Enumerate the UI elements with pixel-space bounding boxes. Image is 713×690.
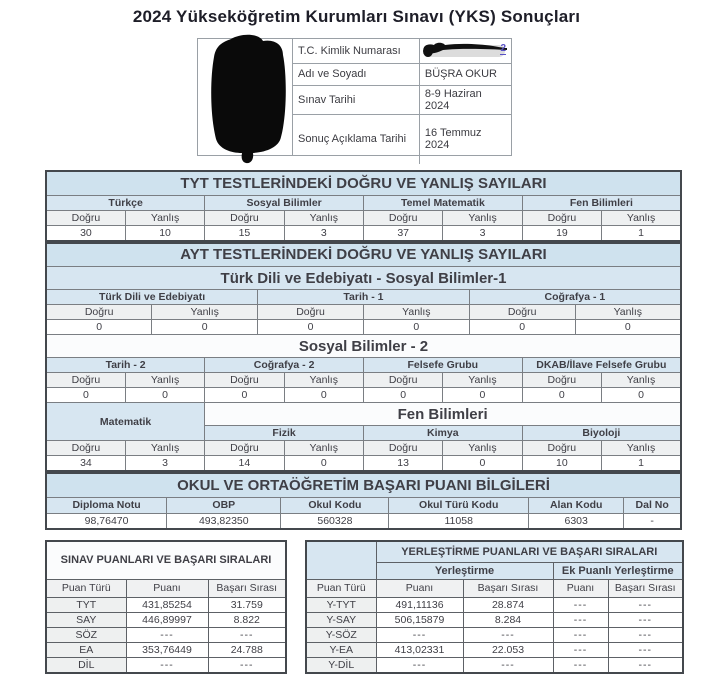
id-label-name: Adı ve Soyadı — [293, 63, 419, 85]
value-cell: 0 — [125, 388, 204, 403]
score-type-cell: TYT — [46, 597, 126, 612]
column-header: Puan Türü — [306, 579, 376, 597]
ayt-fen-title: Fen Bilimleri — [205, 403, 681, 426]
column-header: Başarı Sırası — [463, 579, 553, 597]
table-row — [46, 358, 681, 373]
value-cell: 0 — [46, 320, 152, 335]
value-cell: --- — [608, 597, 683, 612]
table-row — [46, 388, 681, 403]
candidate-photo-cell — [198, 39, 293, 155]
score-type-cell: Y-SAY — [306, 612, 376, 627]
value-cell: --- — [208, 627, 286, 642]
value-cell: 3 — [125, 456, 204, 472]
school-points-table — [45, 472, 682, 530]
table-row — [293, 114, 511, 164]
photo-redaction-blob — [201, 31, 293, 167]
subject-header: Tarih - 1 — [258, 290, 470, 305]
table-row — [306, 642, 683, 657]
value-cell: 6303 — [529, 513, 624, 529]
value-cell: 10 — [522, 456, 601, 472]
value-cell: 19 — [522, 225, 601, 241]
column-header: Diploma Notu — [46, 497, 167, 513]
table-row — [46, 441, 681, 456]
value-cell: --- — [553, 612, 608, 627]
wrong-header: Yanlış — [125, 441, 204, 456]
value-cell: 15 — [205, 225, 284, 241]
table-row — [306, 627, 683, 642]
subject-header: Fen Bilimleri — [522, 195, 681, 210]
table-row — [293, 85, 511, 114]
page-title: 2024 Yükseköğretim Kurumları Sınavı (YKS) Sonuçları — [132, 7, 581, 26]
correct-header: Doğru — [522, 373, 601, 388]
table-row — [46, 225, 681, 241]
value-cell: 446,89997 — [126, 612, 208, 627]
value-cell: 353,76449 — [126, 642, 208, 657]
scores-section — [45, 540, 713, 674]
table-row — [46, 627, 286, 642]
correct-header: Doğru — [363, 373, 442, 388]
table-row — [46, 195, 681, 210]
column-header: Başarı Sırası — [208, 579, 286, 597]
table-row — [46, 267, 681, 290]
table-row — [46, 642, 286, 657]
score-type-cell: SÖZ — [46, 627, 126, 642]
id-value-exam-date: 8-9 Haziran 2024 — [419, 85, 511, 114]
table-row — [293, 39, 511, 63]
id-label-tckn: T.C. Kimlik Numarası — [293, 39, 419, 63]
exam-scores-table — [45, 540, 287, 674]
placement-scores-table — [305, 540, 684, 674]
value-cell: --- — [608, 657, 683, 673]
column-header: Puanı — [126, 579, 208, 597]
column-header: Okul Kodu — [281, 497, 389, 513]
score-type-cell: EA — [46, 642, 126, 657]
wrong-header: Yanlış — [602, 210, 681, 225]
wrong-header: Yanlış — [284, 373, 363, 388]
table-row — [46, 597, 286, 612]
value-cell: 8.822 — [208, 612, 286, 627]
value-cell: 11058 — [389, 513, 529, 529]
table-row — [46, 171, 681, 195]
scribble-icon — [421, 42, 513, 60]
placement-group-header: Yerleştirme — [376, 562, 553, 579]
value-cell: --- — [463, 627, 553, 642]
subject-header: Biyoloji — [522, 426, 681, 441]
wrong-header: Yanlış — [125, 210, 204, 225]
table-row — [46, 305, 681, 320]
value-cell: --- — [463, 657, 553, 673]
column-header: Puanı — [376, 579, 463, 597]
value-cell: 0 — [258, 320, 364, 335]
wrong-header: Yanlış — [125, 373, 204, 388]
score-type-cell: Y-EA — [306, 642, 376, 657]
value-cell: --- — [126, 657, 208, 673]
table-row — [46, 579, 286, 597]
score-type-cell: Y-SÖZ — [306, 627, 376, 642]
value-cell: 560328 — [281, 513, 389, 529]
value-cell: 13 — [363, 456, 442, 472]
table-row — [306, 612, 683, 627]
table-row — [46, 657, 286, 673]
table-row — [46, 456, 681, 472]
value-cell: 413,02331 — [376, 642, 463, 657]
extra-placement-group-header: Ek Puanlı Yerleştirme — [553, 562, 683, 579]
value-cell: 0 — [363, 388, 442, 403]
column-header: Alan Kodu — [529, 497, 624, 513]
wrong-header: Yanlış — [443, 441, 522, 456]
value-cell: --- — [608, 612, 683, 627]
value-cell: 0 — [284, 456, 363, 472]
value-cell: 14 — [205, 456, 284, 472]
value-cell: 8.284 — [463, 612, 553, 627]
corner-cell — [306, 541, 376, 579]
table-row — [46, 290, 681, 305]
wrong-header: Yanlış — [284, 441, 363, 456]
column-header: Dal No — [624, 497, 681, 513]
subject-header: Tarih - 2 — [46, 358, 205, 373]
ayt-table-title: AYT TESTLERİNDEKİ DOĞRU VE YANLIŞ SAYILARI — [46, 243, 681, 267]
subject-header: Temel Matematik — [364, 195, 523, 210]
correct-header: Doğru — [522, 441, 601, 456]
column-header: Başarı Sırası — [608, 579, 683, 597]
subject-header: Felsefe Grubu — [363, 358, 522, 373]
value-cell: 431,85254 — [126, 597, 208, 612]
value-cell: 28.874 — [463, 597, 553, 612]
column-header: Puanı — [553, 579, 608, 597]
value-cell: 3 — [443, 225, 522, 241]
wrong-header: Yanlış — [602, 373, 681, 388]
score-type-cell: SAY — [46, 612, 126, 627]
column-header: Puan Türü — [46, 579, 126, 597]
value-cell: 37 — [364, 225, 443, 241]
value-cell: --- — [553, 642, 608, 657]
subject-header: Coğrafya - 2 — [205, 358, 364, 373]
value-cell: 0 — [152, 320, 258, 335]
value-cell: --- — [553, 627, 608, 642]
column-header: Okul Türü Kodu — [389, 497, 529, 513]
subject-header: Fizik — [205, 426, 364, 441]
value-cell: 31.759 — [208, 597, 286, 612]
correct-header: Doğru — [522, 210, 601, 225]
value-cell: --- — [376, 627, 463, 642]
value-cell: - — [624, 513, 681, 529]
table-row — [46, 210, 681, 225]
correct-header: Doğru — [363, 441, 442, 456]
subject-header: Türk Dili ve Edebiyatı — [46, 290, 258, 305]
school-table-title: OKUL VE ORTAÖĞRETİM BAŞARI PUANI BİLGİLERİ — [46, 473, 681, 497]
value-cell: --- — [376, 657, 463, 673]
table-row — [46, 243, 681, 267]
value-cell: --- — [608, 642, 683, 657]
column-header: OBP — [167, 497, 281, 513]
ayt-results-table — [45, 242, 682, 473]
value-cell: 98,76470 — [46, 513, 167, 529]
value-cell: 493,82350 — [167, 513, 281, 529]
table-row — [293, 63, 511, 85]
table-row — [46, 612, 286, 627]
placement-table-title: YERLEŞTİRME PUANLARI VE BAŞARI SIRALARI — [376, 541, 683, 562]
wrong-header: Yanlış — [443, 210, 522, 225]
value-cell: 0 — [205, 388, 284, 403]
id-label-exam-date: Sınav Tarihi — [293, 85, 419, 114]
value-cell: 30 — [46, 225, 125, 241]
value-cell: 3 — [284, 225, 363, 241]
value-cell: 1 — [602, 225, 681, 241]
table-row — [46, 403, 681, 426]
score-type-cell: Y-DİL — [306, 657, 376, 673]
correct-header: Doğru — [469, 305, 575, 320]
id-label-result-date: Sonuç Açıklama Tarihi — [298, 133, 407, 146]
id-value-name: BÜŞRA OKUR — [419, 63, 511, 85]
value-cell: 34 — [46, 456, 125, 472]
table-row — [306, 597, 683, 612]
subject-header: DKAB/İlave Felsefe Grubu — [522, 358, 681, 373]
table-row — [306, 541, 683, 562]
ayt-section2-title: Sosyal Bilimler - 2 — [46, 335, 681, 358]
wrong-header: Yanlış — [363, 305, 469, 320]
value-cell: 1 — [602, 456, 681, 472]
value-cell: 0 — [469, 320, 575, 335]
value-cell: --- — [553, 657, 608, 673]
id-value-tckn — [419, 39, 511, 63]
table-row — [46, 473, 681, 497]
value-cell: 0 — [284, 388, 363, 403]
correct-header: Doğru — [364, 210, 443, 225]
id-redaction-scribble — [425, 42, 506, 60]
table-row — [46, 497, 681, 513]
wrong-header: Yanlış — [575, 305, 681, 320]
tyt-results-table — [45, 170, 682, 242]
candidate-info-box — [197, 38, 512, 156]
table-row — [46, 320, 681, 335]
wrong-header: Yanlış — [602, 441, 681, 456]
wrong-header: Yanlış — [443, 373, 522, 388]
correct-header: Doğru — [46, 305, 152, 320]
table-row — [306, 657, 683, 673]
value-cell: 0 — [46, 388, 125, 403]
tyt-table-title: TYT TESTLERİNDEKİ DOĞRU VE YANLIŞ SAYILARI — [46, 171, 681, 195]
value-cell: --- — [208, 657, 286, 673]
subject-header: Kimya — [363, 426, 522, 441]
correct-header: Doğru — [205, 373, 284, 388]
table-row — [46, 335, 681, 358]
ayt-section1-title: Türk Dili ve Edebiyatı - Sosyal Bilimler-1 — [46, 267, 681, 290]
subject-header-matematik: Matematik — [46, 403, 205, 441]
value-cell: 0 — [522, 388, 601, 403]
value-cell: 0 — [363, 320, 469, 335]
wrong-header: Yanlış — [284, 210, 363, 225]
table-row — [46, 541, 286, 579]
value-cell: 0 — [602, 388, 681, 403]
subject-header: Türkçe — [46, 195, 205, 210]
subject-header: Coğrafya - 1 — [469, 290, 681, 305]
correct-header: Doğru — [46, 210, 125, 225]
score-type-cell: DİL — [46, 657, 126, 673]
value-cell: --- — [608, 627, 683, 642]
id-value-result-date: 16 Temmuz 2024 — [419, 114, 511, 164]
candidate-info-table — [293, 39, 511, 164]
correct-header: Doğru — [46, 373, 125, 388]
value-cell: 10 — [125, 225, 204, 241]
value-cell: 0 — [575, 320, 681, 335]
table-row — [306, 579, 683, 597]
value-cell: --- — [126, 627, 208, 642]
redaction-annotation: 2 — [500, 42, 506, 54]
value-cell: 0 — [443, 456, 522, 472]
correct-header: Doğru — [205, 441, 284, 456]
value-cell: 0 — [443, 388, 522, 403]
value-cell: 24.788 — [208, 642, 286, 657]
value-cell: --- — [553, 597, 608, 612]
value-cell: 506,15879 — [376, 612, 463, 627]
subject-header: Sosyal Bilimler — [205, 195, 364, 210]
correct-header: Doğru — [46, 441, 125, 456]
score-type-cell: Y-TYT — [306, 597, 376, 612]
wrong-header: Yanlış — [152, 305, 258, 320]
table-row — [46, 513, 681, 529]
exam-scores-title: SINAV PUANLARI VE BAŞARI SIRALARI — [46, 541, 286, 579]
correct-header: Doğru — [205, 210, 284, 225]
value-cell: 22.053 — [463, 642, 553, 657]
table-row — [46, 373, 681, 388]
value-cell: 491,11136 — [376, 597, 463, 612]
correct-header: Doğru — [258, 305, 364, 320]
